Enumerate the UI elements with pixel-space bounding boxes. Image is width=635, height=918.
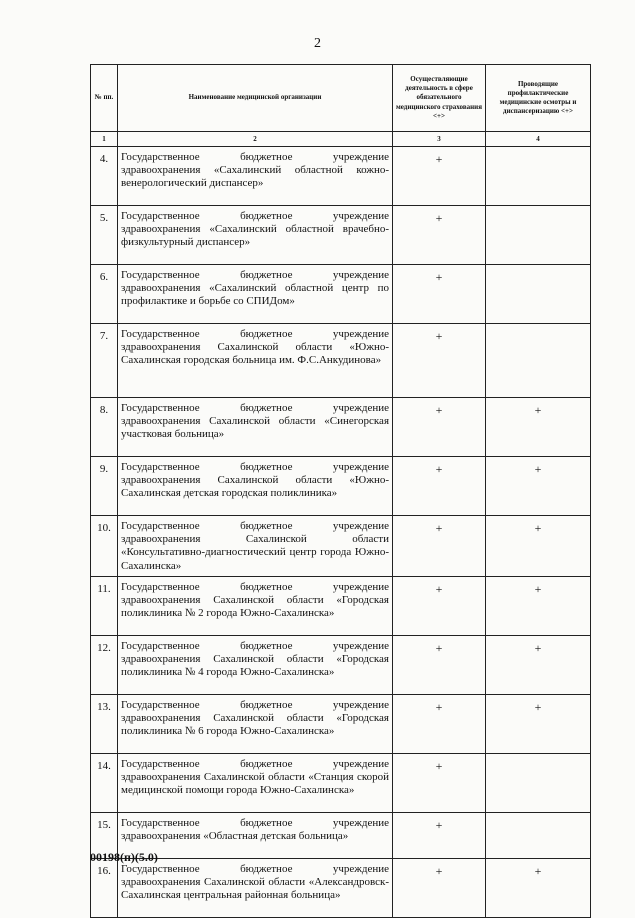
column-number: 4 — [486, 132, 591, 147]
row-number: 16. — [91, 858, 118, 917]
row-number: 10. — [91, 516, 118, 577]
row-number: 9. — [91, 457, 118, 516]
organization-name: Государственное бюджетное учреждение здравоохранения «Областная детская больница» — [118, 812, 393, 858]
organization-name: Государственное бюджетное учреждение здравоохранения Сахалинской области «Южно-Сахалинская детская городская поликлиника» — [118, 457, 393, 516]
row-number: 8. — [91, 398, 118, 457]
row-number: 14. — [91, 753, 118, 812]
insurance-mark: + — [393, 147, 486, 206]
insurance-mark: + — [393, 206, 486, 265]
prevention-mark — [486, 324, 591, 398]
column-number: 1 — [91, 132, 118, 147]
header-insurance: Осуществляющие деятельность в сфере обязательного медицинского страхования <+> — [393, 65, 486, 132]
organization-name: Государственное бюджетное учреждение здравоохранения Сахалинской области «Александровск-Сахалинская центральная районная больница» — [118, 858, 393, 917]
medical-organizations-table — [90, 64, 591, 918]
page-number: 2 — [314, 36, 321, 51]
header-name: Наименование медицинской организации — [118, 65, 393, 132]
insurance-mark: + — [393, 516, 486, 577]
table-row — [91, 398, 591, 457]
organization-name: Государственное бюджетное учреждение здравоохранения «Сахалинский областной центр по профилактике и борьбе со СПИДом» — [118, 265, 393, 324]
insurance-mark: + — [393, 858, 486, 917]
insurance-mark: + — [393, 457, 486, 516]
document-code: 00198(п)(5.0) — [90, 850, 158, 864]
table-row — [91, 324, 591, 398]
insurance-mark: + — [393, 324, 486, 398]
prevention-mark — [486, 265, 591, 324]
insurance-mark: + — [393, 812, 486, 858]
table-row — [91, 753, 591, 812]
prevention-mark — [486, 812, 591, 858]
table-row — [91, 812, 591, 858]
table-row — [91, 147, 591, 206]
prevention-mark: + — [486, 457, 591, 516]
table-header-row — [91, 65, 591, 132]
column-number-row — [91, 132, 591, 147]
prevention-mark: + — [486, 516, 591, 577]
header-num: № пп. — [91, 65, 118, 132]
row-number: 11. — [91, 576, 118, 635]
table-row — [91, 457, 591, 516]
insurance-mark: + — [393, 635, 486, 694]
column-number: 2 — [118, 132, 393, 147]
row-number: 12. — [91, 635, 118, 694]
organization-name: Государственное бюджетное учреждение здравоохранения Сахалинской области «Южно-Сахалинская городская больница им. Ф.С.Анкудинова» — [118, 324, 393, 398]
table-row — [91, 858, 591, 917]
row-number: 6. — [91, 265, 118, 324]
table-row — [91, 206, 591, 265]
row-number: 5. — [91, 206, 118, 265]
organization-name: Государственное бюджетное учреждение здравоохранения «Сахалинский областной кожно-венерологический диспансер» — [118, 147, 393, 206]
insurance-mark: + — [393, 398, 486, 457]
insurance-mark: + — [393, 694, 486, 753]
table-row — [91, 265, 591, 324]
insurance-mark: + — [393, 753, 486, 812]
organization-name: Государственное бюджетное учреждение здравоохранения Сахалинской области «Городская поликлиника № 2 города Южно-Сахалинска» — [118, 576, 393, 635]
prevention-mark: + — [486, 694, 591, 753]
row-number: 7. — [91, 324, 118, 398]
prevention-mark — [486, 147, 591, 206]
prevention-mark: + — [486, 635, 591, 694]
table-row — [91, 576, 591, 635]
organization-name: Государственное бюджетное учреждение здравоохранения Сахалинской области «Станция скорой медицинской помощи города Южно-Сахалинска» — [118, 753, 393, 812]
organization-name: Государственное бюджетное учреждение здравоохранения «Сахалинский областной врачебно-физкультурный диспансер» — [118, 206, 393, 265]
table-row — [91, 635, 591, 694]
table-row — [91, 694, 591, 753]
organization-name: Государственное бюджетное учреждение здравоохранения Сахалинской области «Городская поликлиника № 6 города Южно-Сахалинска» — [118, 694, 393, 753]
prevention-mark — [486, 753, 591, 812]
row-number: 15. — [91, 812, 118, 858]
row-number: 4. — [91, 147, 118, 206]
prevention-mark: + — [486, 576, 591, 635]
organization-name: Государственное бюджетное учреждение здравоохранения Сахалинской области «Городская поликлиника № 4 города Южно-Сахалинска» — [118, 635, 393, 694]
prevention-mark: + — [486, 398, 591, 457]
insurance-mark: + — [393, 576, 486, 635]
header-prevention: Проводящие профилактические медицинские осмотры и диспансеризацию <+> — [486, 65, 591, 132]
insurance-mark: + — [393, 265, 486, 324]
row-number: 13. — [91, 694, 118, 753]
organization-name: Государственное бюджетное учреждение здравоохранения Сахалинской области «Консультативно-диагностический центр города Южно-Сахалинска» — [118, 516, 393, 577]
table-row — [91, 516, 591, 577]
prevention-mark — [486, 206, 591, 265]
prevention-mark: + — [486, 858, 591, 917]
organization-name: Государственное бюджетное учреждение здравоохранения Сахалинской области «Синегорская участковая больница» — [118, 398, 393, 457]
column-number: 3 — [393, 132, 486, 147]
